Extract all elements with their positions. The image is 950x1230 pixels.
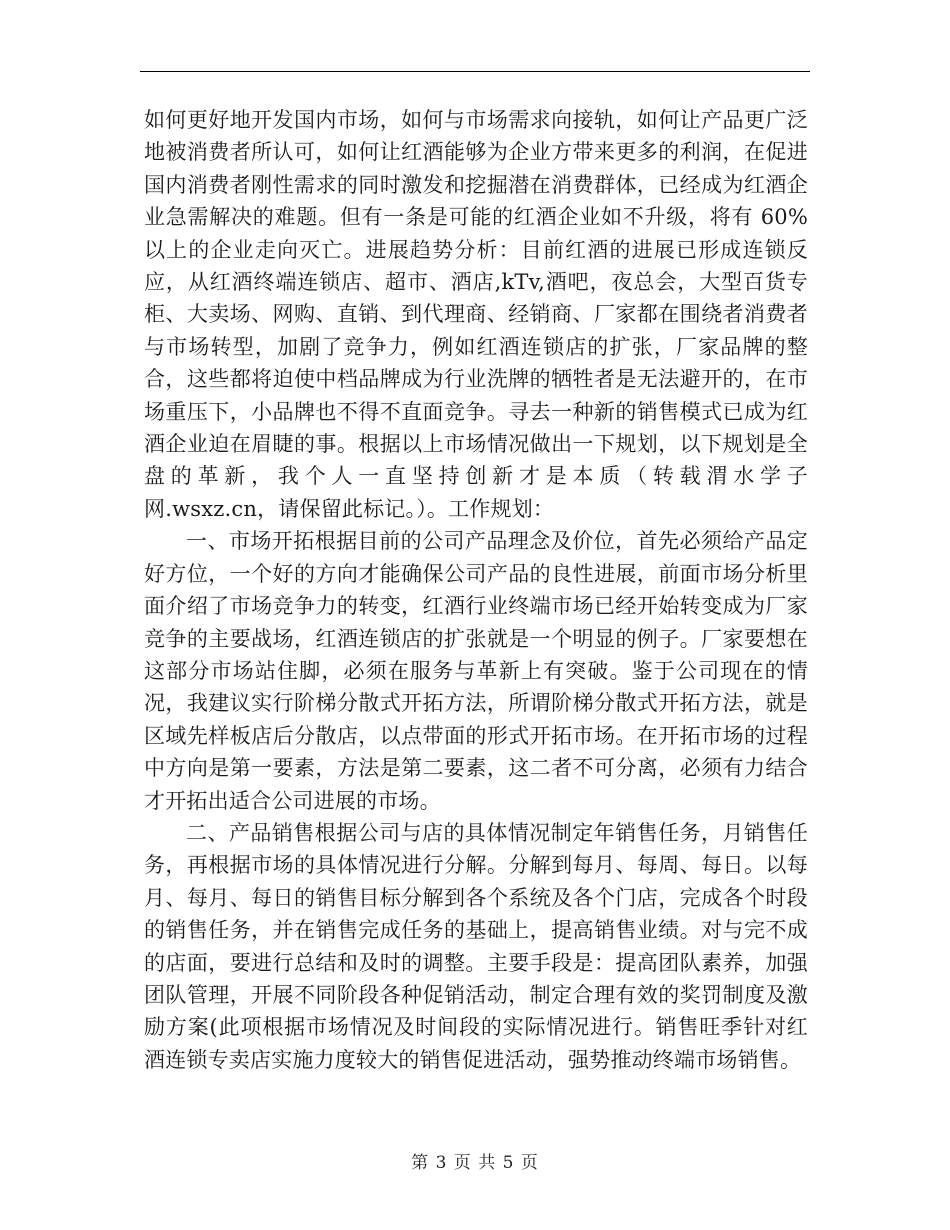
paragraph-intro: 如何更好地开发国内市场，如何与市场需求向接轨，如何让产品更广泛地被消费者所认可，如何让红酒能够为企业方带来更多的利润，在促进国内消费者刚性需求的同时激发和挖掘潜在消费群体，已经成为红酒企业急需解决的难题。但有一条是可能的红酒企业如不升级，将有 60%以上的企业走向灭亡。进展趋势分析：目前红酒的进展已形成连锁反应，从红酒终端连锁店、超市、酒店,kTv,酒吧，夜总会，大型百货专柜、大卖场、网购、直销、到代理商、经销商、厂家都在围绕者消费者与市场转型，加剧了竞争力，例如红酒连锁店的扩张，厂家品牌的整合，这些都将迫使中档品牌成为行业洗牌的牺牲者是无法避开的，在市场重压下，小品牌也不得不直面竞争。寻去一种新的销售模式已成为红酒企业迫在眉睫的事。根据以上市场情况做出一下规划，以下规划是全盘的革新，我个人一直坚持创新才是本质（转载渭水学子网.wsxz.cn，请保留此标记。）。工作规划： <box>144 108 808 521</box>
page-number-footer: 第 3 页 共 5 页 <box>411 1153 539 1173</box>
header-rule <box>140 71 810 72</box>
document-body <box>144 104 808 1076</box>
paragraph-market-expansion: 一、市场开拓根据目前的公司产品理念及价位，首先必须给产品定好方位，一个好的方向才能确保公司产品的良性进展，前面市场分析里面介绍了市场竞争力的转变，红酒行业终端市场已经开始转变成为厂家竞争的主要战场，红酒连锁店的扩张就是一个明显的例子。厂家要想在这部分市场站住脚，必须在服务与革新上有突破。鉴于公司现在的情况，我建议实行阶梯分散式开拓方法，所谓阶梯分散式开拓方法，就是区域先样板店后分散店，以点带面的形式开拓市场。在开拓市场的过程中方向是第一要素，方法是第二要素，这二者不可分离，必须有力结合才开拓出适合公司进展的市场。 <box>144 529 808 813</box>
paragraph-product-sales: 二、产品销售根据公司与店的具体情况制定年销售任务，月销售任务，再根据市场的具体情况进行分解。分解到每月、每周、每日。以每月、每月、每日的销售目标分解到各个系统及各个门店，完成各个时段的销售任务，并在销售完成任务的基础上，提高销售业绩。对与完不成的店面，要进行总结和及时的调整。主要手段是：提高团队素养，加强团队管理，开展不同阶段各种促销活动，制定合理有效的奖罚制度及激励方案(此项根据市场情况及时间段的实际情况进行。销售旺季针对红酒连锁专卖店实施力度较大的销售促进活动，强势推动终端市场销售。 <box>144 820 808 1072</box>
